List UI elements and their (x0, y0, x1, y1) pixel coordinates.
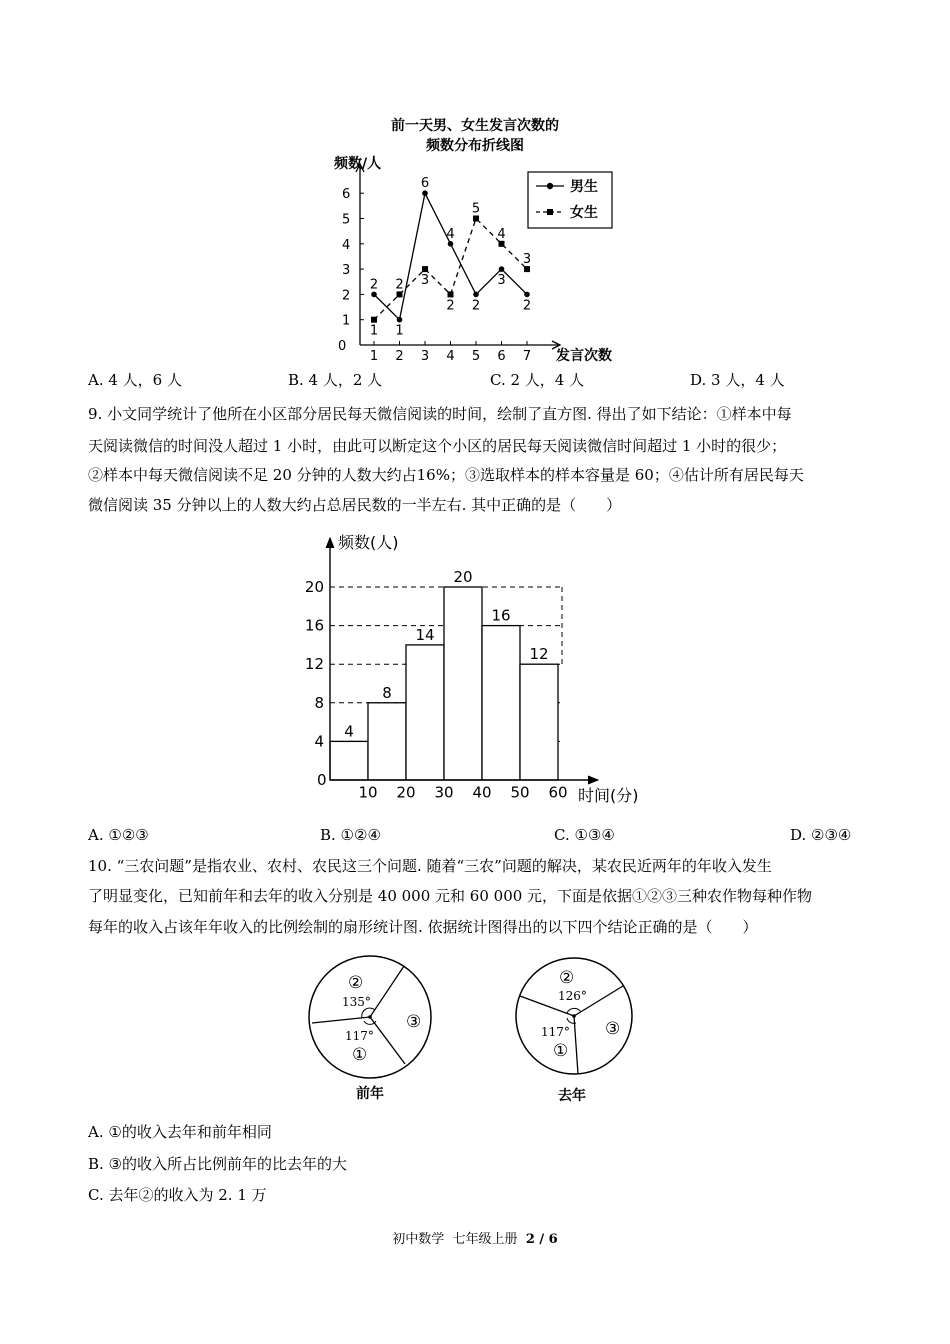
pie-qunian-caption: 去年 (558, 1088, 586, 1104)
line-chart-y-tick-label: 3 (342, 263, 351, 279)
q9-option-c[interactable]: C. ①③④ (554, 826, 615, 844)
legend-female-label: 女生 (570, 205, 598, 221)
pie-qiannian-label-2: ② (348, 973, 364, 993)
male-series-point (499, 266, 505, 272)
male-series-point (473, 292, 479, 298)
q10-line-3: 每年的收入占该年年收入的比例绘制的扇形统计图. 依据统计图得出的以下四个结论正确的是（ ） (88, 918, 758, 936)
histogram-origin: 0 (317, 771, 327, 789)
histogram-bar-label: 20 (453, 568, 473, 586)
q9-line-1: 9. 小文同学统计了他所在小区部分居民每天微信阅读的时间，绘制了直方图. 得出了如下结论：①样本中每 (88, 405, 792, 423)
pie-qiannian-label-1: ① (352, 1045, 368, 1065)
pie-qunian-label-3: ③ (605, 1019, 621, 1039)
q10-line-2: 了明显变化，已知前年和去年的收入分别是 40 000 元和 60 000 元，下面是依据①②③三种农作物每种作物 (88, 887, 813, 905)
pie-qiannian-label-3: ③ (406, 1012, 422, 1032)
pie-qiannian-angle-2: 135° (342, 995, 371, 1009)
legend-male-label: 男生 (570, 179, 598, 195)
histogram-bar (368, 703, 406, 780)
line-chart-y-tick-label: 1 (342, 313, 351, 329)
male-series-data-label: 2 (522, 298, 532, 314)
line-chart-x-tick-label: 4 (446, 349, 455, 364)
histogram-bar (482, 626, 520, 780)
female-series-point (422, 266, 428, 272)
female-series-data-label: 4 (497, 226, 506, 242)
line-chart-x-tick-label: 7 (522, 349, 532, 364)
histogram-ylabel: 频数(人) (338, 533, 399, 552)
q8-option-c[interactable]: C. 2 人，4 人 (490, 371, 585, 389)
legend-female-marker (547, 209, 553, 215)
line-chart-xlabel: 发言次数 (556, 348, 612, 364)
histogram-y-tick-label: 16 (304, 616, 324, 635)
line-chart-x-tick-label: 6 (497, 349, 506, 364)
male-series-data-label: 1 (395, 323, 404, 339)
male-series-data-label: 3 (497, 273, 506, 289)
line-chart-title-2: 频数分布折线图 (426, 138, 524, 154)
line-chart-ylabel: 频数/人 (334, 156, 382, 172)
female-series-data-label: 5 (471, 201, 481, 217)
histogram-xlabel: 时间(分) (578, 786, 639, 805)
histogram-x-tick-label: 20 (396, 783, 416, 802)
histogram-bars (330, 568, 558, 780)
histogram-y-tick-label: 8 (314, 693, 324, 712)
line-chart-y-tick-label: 4 (342, 237, 351, 253)
q9-line-4: 微信阅读 35 分钟以上的人数大约占总居民数的一半左右. 其中正确的是（ ） (88, 496, 622, 514)
histogram-bar-label: 12 (529, 645, 549, 664)
line-chart-y-tick-label: 2 (342, 288, 351, 304)
histogram-x-tick-label: 60 (548, 783, 568, 802)
footer-text: 初中数学 七年级上册 (392, 1232, 526, 1247)
footer-page-number: 2 / 6 (525, 1232, 558, 1247)
male-series-data-label: 2 (369, 277, 379, 293)
q9-option-a[interactable]: A. ①②③ (88, 826, 149, 844)
q10-line-1: 10. “三农问题”是指农业、农村、农民这三个问题. 随着“三农”问题的解决，某农民近两年的年收入发生 (88, 857, 772, 875)
male-series-data-label: 2 (471, 298, 481, 314)
line-chart-x-tick-label: 3 (420, 349, 430, 364)
histogram-bar (520, 664, 558, 780)
q9-option-d[interactable]: D. ②③④ (790, 826, 852, 844)
histogram-bar (330, 741, 368, 780)
q10-option-a[interactable]: A. ①的收入去年和前年相同 (88, 1123, 272, 1141)
pie-qunian-label-2: ② (559, 968, 575, 988)
histogram-y-arrow (326, 538, 334, 548)
histogram-y-tick-label: 20 (304, 578, 324, 596)
histogram-y-tick-label: 4 (314, 732, 324, 751)
line-chart-x-tick-label: 1 (369, 349, 379, 364)
female-series-data-label: 3 (522, 252, 532, 268)
line-chart (320, 108, 630, 370)
pie-charts (300, 950, 650, 1110)
histogram-x-tick-label: 40 (472, 783, 492, 802)
histogram-bar-label: 16 (491, 606, 511, 625)
male-series-point (448, 241, 454, 247)
legend-male-marker (547, 183, 553, 189)
q9-line-2: 天阅读微信的时间没人超过 1 小时，由此可以断定这个小区的居民每天阅读微信时间超过 1 小时的很少； (88, 437, 787, 455)
histogram-bar-label: 14 (415, 625, 435, 644)
histogram-x-tick-label: 30 (434, 783, 454, 802)
histogram-chart (300, 528, 650, 808)
q8-option-b[interactable]: B. 4 人，2 人 (288, 371, 383, 389)
line-chart-origin: 0 (338, 339, 347, 354)
histogram-x-tick-label: 10 (358, 783, 378, 802)
q10-option-c[interactable]: C. 去年②的收入为 2. 1 万 (88, 1186, 267, 1204)
pie-qiannian-angle-1: 117° (345, 1029, 374, 1043)
q9-line-3: ②样本中每天微信阅读不足 20 分钟的人数大约占16%；③选取样本的样本容量是 60；④估计所有居民每天 (88, 466, 804, 484)
histogram-x-arrow (588, 776, 598, 784)
pie-chart-qunian (516, 958, 632, 1104)
pie-qunian-center (572, 1014, 576, 1018)
female-series-data-label: 2 (395, 277, 404, 293)
male-series-data-label: 4 (446, 226, 455, 242)
pie-chart-qiannian (309, 956, 431, 1102)
male-series-point (524, 292, 530, 298)
pie-qiannian-center (368, 1015, 372, 1019)
male-series-point (422, 190, 428, 196)
q9-option-b[interactable]: B. ①②④ (320, 826, 381, 844)
male-series-point (397, 317, 403, 323)
female-series-data-label: 2 (446, 298, 455, 314)
line-chart-x-tick-label: 5 (471, 349, 481, 364)
line-chart-y-tick-label: 6 (342, 187, 351, 203)
female-series-point (371, 317, 377, 323)
histogram-bar (444, 587, 482, 780)
male-series-data-label: 6 (420, 176, 430, 192)
pie-qunian-label-1: ① (553, 1041, 569, 1061)
histogram-x-tick-label: 50 (510, 783, 530, 802)
line-chart-plot (370, 176, 531, 339)
pie-qiannian-caption: 前年 (356, 1086, 384, 1102)
histogram-bar-label: 8 (382, 683, 392, 702)
pie-qunian-angle-2: 126° (558, 989, 587, 1003)
q10-option-b[interactable]: B. ③的收入所占比例前年的比去年的大 (88, 1155, 348, 1173)
female-series-point (448, 291, 454, 297)
histogram-bar (406, 645, 444, 780)
q8-option-d[interactable]: D. 3 人，4 人 (690, 371, 785, 389)
histogram-y-tick-label: 12 (304, 655, 324, 674)
line-chart-x-tick-label: 2 (395, 349, 404, 364)
line-chart-title-1: 前一天男、女生发言次数的 (391, 118, 559, 134)
line-chart-y-tick-label: 5 (342, 212, 351, 228)
female-series-data-label: 1 (369, 323, 379, 339)
page-footer (0, 1228, 950, 1247)
female-series-data-label: 3 (420, 273, 430, 289)
male-series-point (371, 292, 377, 298)
q8-option-a[interactable]: A. 4 人，6 人 (88, 371, 182, 389)
line-chart-legend (528, 172, 612, 228)
histogram-bar-label: 4 (344, 722, 354, 741)
pie-qunian-angle-1: 117° (541, 1025, 570, 1039)
